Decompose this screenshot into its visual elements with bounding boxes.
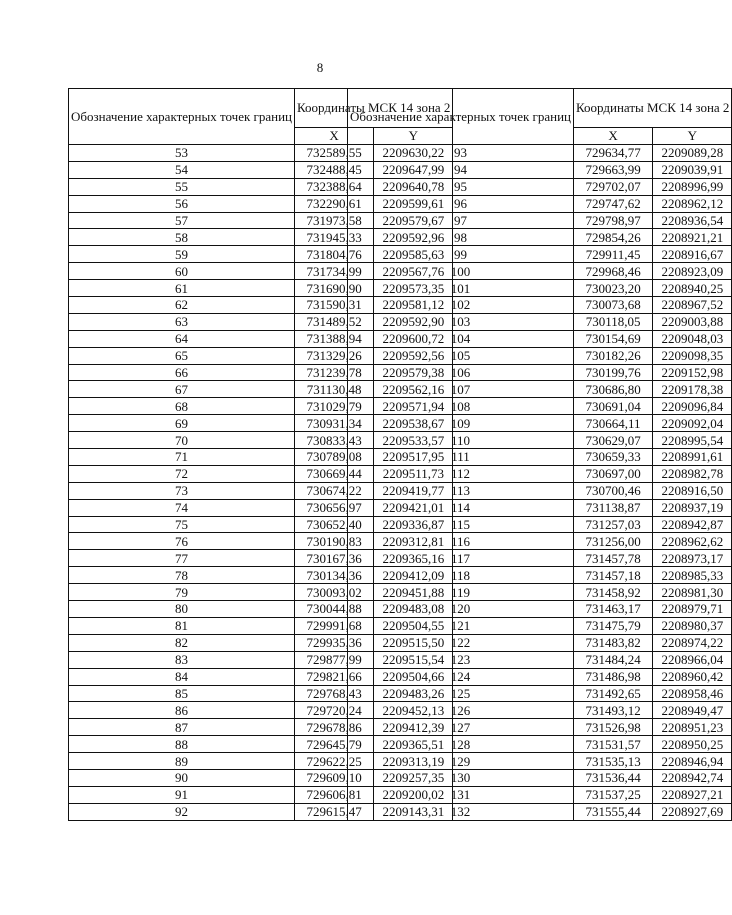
point-number-cell: 108: [348, 398, 574, 415]
point-number-cell: 118: [348, 567, 574, 584]
table-row: [348, 601, 732, 618]
point-number-cell: 53: [69, 145, 295, 162]
page-number: 8: [316, 60, 324, 75]
x-coordinate-cell: 729747,62: [574, 195, 653, 212]
point-number-cell: 75: [69, 516, 295, 533]
x-coordinate-cell: 729615,47: [295, 803, 374, 820]
x-coordinate-cell: 731489,52: [295, 313, 374, 330]
y-coordinate-cell: 2208985,33: [653, 567, 732, 584]
y-coordinate-cell: 2209581,12: [374, 297, 453, 314]
point-number-cell: 77: [69, 550, 295, 567]
x-coordinate-cell: 731973,58: [295, 212, 374, 229]
y-coordinate-cell: 2209336,87: [374, 516, 453, 533]
table-row: [348, 736, 732, 753]
y-coordinate-cell: 2209585,63: [374, 246, 453, 263]
y-coordinate-cell: 2209096,84: [653, 398, 732, 415]
table-row: [348, 769, 732, 786]
x-coordinate-cell: 731535,13: [574, 753, 653, 770]
y-coordinate-cell: 2208936,54: [653, 212, 732, 229]
header-x: X: [295, 127, 374, 145]
y-coordinate-cell: 2209365,51: [374, 736, 453, 753]
x-coordinate-cell: 729609,10: [295, 769, 374, 786]
y-coordinate-cell: 2209533,57: [374, 432, 453, 449]
table-row: [348, 263, 732, 280]
x-coordinate-cell: 730073,68: [574, 297, 653, 314]
x-coordinate-cell: 732388,64: [295, 178, 374, 195]
y-coordinate-cell: 2209640,78: [374, 178, 453, 195]
x-coordinate-cell: 730167,36: [295, 550, 374, 567]
point-number-cell: 130: [348, 769, 574, 786]
y-coordinate-cell: 2209257,35: [374, 769, 453, 786]
y-coordinate-cell: 2209600,72: [374, 330, 453, 347]
x-coordinate-cell: 730093,02: [295, 584, 374, 601]
point-number-cell: 78: [69, 567, 295, 584]
x-coordinate-cell: 730656,97: [295, 499, 374, 516]
x-coordinate-cell: 730023,20: [574, 280, 653, 297]
point-number-cell: 64: [69, 330, 295, 347]
table-body: [348, 145, 732, 821]
point-number-cell: 81: [69, 617, 295, 634]
y-coordinate-cell: 2208942,87: [653, 516, 732, 533]
y-coordinate-cell: 2209647,99: [374, 161, 453, 178]
point-number-cell: 95: [348, 178, 574, 195]
x-coordinate-cell: 732488,45: [295, 161, 374, 178]
x-coordinate-cell: 731484,24: [574, 651, 653, 668]
x-coordinate-cell: 731493,12: [574, 702, 653, 719]
x-coordinate-cell: 729798,97: [574, 212, 653, 229]
y-coordinate-cell: 2209571,94: [374, 398, 453, 415]
table-row: [348, 753, 732, 770]
table-row: [348, 212, 732, 229]
table-row: [348, 499, 732, 516]
y-coordinate-cell: 2209579,67: [374, 212, 453, 229]
point-number-cell: 109: [348, 415, 574, 432]
point-number-cell: 56: [69, 195, 295, 212]
y-coordinate-cell: 2209573,35: [374, 280, 453, 297]
y-coordinate-cell: 2208991,61: [653, 449, 732, 466]
table-row: [348, 719, 732, 736]
point-number-cell: 100: [348, 263, 574, 280]
point-number-cell: 96: [348, 195, 574, 212]
y-coordinate-cell: 2209483,08: [374, 601, 453, 618]
point-number-cell: 91: [69, 786, 295, 803]
x-coordinate-cell: 729968,46: [574, 263, 653, 280]
y-coordinate-cell: 2208950,25: [653, 736, 732, 753]
x-coordinate-cell: 730190,83: [295, 533, 374, 550]
y-coordinate-cell: 2209412,39: [374, 719, 453, 736]
x-coordinate-cell: 730629,07: [574, 432, 653, 449]
point-number-cell: 132: [348, 803, 574, 820]
header-x: X: [574, 127, 653, 145]
x-coordinate-cell: 729821,66: [295, 668, 374, 685]
y-coordinate-cell: 2208981,30: [653, 584, 732, 601]
y-coordinate-cell: 2209538,67: [374, 415, 453, 432]
y-coordinate-cell: 2208927,69: [653, 803, 732, 820]
point-number-cell: 73: [69, 482, 295, 499]
x-coordinate-cell: 730691,04: [574, 398, 653, 415]
header-points-label: Обозначение характерных точек границ: [69, 89, 295, 145]
y-coordinate-cell: 2209592,96: [374, 229, 453, 246]
y-coordinate-cell: 2209579,38: [374, 364, 453, 381]
point-number-cell: 57: [69, 212, 295, 229]
x-coordinate-cell: 729911,45: [574, 246, 653, 263]
point-number-cell: 97: [348, 212, 574, 229]
x-coordinate-cell: 730931,34: [295, 415, 374, 432]
table-row: [348, 195, 732, 212]
x-coordinate-cell: 729935,36: [295, 634, 374, 651]
point-number-cell: 68: [69, 398, 295, 415]
point-number-cell: 127: [348, 719, 574, 736]
table-row: [348, 803, 732, 820]
y-coordinate-cell: 2208958,46: [653, 685, 732, 702]
y-coordinate-cell: 2209504,55: [374, 617, 453, 634]
point-number-cell: 115: [348, 516, 574, 533]
table-row: [348, 415, 732, 432]
table-row: [348, 786, 732, 803]
table-row: [348, 178, 732, 195]
table-row: [348, 432, 732, 449]
table-row: [348, 297, 732, 314]
x-coordinate-cell: 731256,00: [574, 533, 653, 550]
y-coordinate-cell: 2209178,38: [653, 381, 732, 398]
header-coordinates-group: Координаты МСК 14 зона 2: [295, 89, 453, 128]
x-coordinate-cell: 730697,00: [574, 465, 653, 482]
x-coordinate-cell: 732290,61: [295, 195, 374, 212]
point-number-cell: 104: [348, 330, 574, 347]
x-coordinate-cell: 729663,99: [574, 161, 653, 178]
point-number-cell: 89: [69, 753, 295, 770]
table-row: [348, 550, 732, 567]
point-number-cell: 87: [69, 719, 295, 736]
y-coordinate-cell: 2209630,22: [374, 145, 453, 162]
x-coordinate-cell: 730154,69: [574, 330, 653, 347]
y-coordinate-cell: 2209421,01: [374, 499, 453, 516]
table-row: [348, 651, 732, 668]
x-coordinate-cell: 731531,57: [574, 736, 653, 753]
point-number-cell: 128: [348, 736, 574, 753]
point-number-cell: 129: [348, 753, 574, 770]
x-coordinate-cell: 731257,03: [574, 516, 653, 533]
point-number-cell: 85: [69, 685, 295, 702]
point-number-cell: 119: [348, 584, 574, 601]
x-coordinate-cell: 731130,48: [295, 381, 374, 398]
x-coordinate-cell: 731734,99: [295, 263, 374, 280]
coordinates-table-right: [347, 88, 732, 821]
point-number-cell: 123: [348, 651, 574, 668]
y-coordinate-cell: 2208949,47: [653, 702, 732, 719]
x-coordinate-cell: 731457,18: [574, 567, 653, 584]
point-number-cell: 126: [348, 702, 574, 719]
y-coordinate-cell: 2209504,66: [374, 668, 453, 685]
y-coordinate-cell: 2208995,54: [653, 432, 732, 449]
y-coordinate-cell: 2208996,99: [653, 178, 732, 195]
x-coordinate-cell: 729768,43: [295, 685, 374, 702]
point-number-cell: 90: [69, 769, 295, 786]
x-coordinate-cell: 731486,98: [574, 668, 653, 685]
point-number-cell: 99: [348, 246, 574, 263]
x-coordinate-cell: 729854,26: [574, 229, 653, 246]
y-coordinate-cell: 2208962,12: [653, 195, 732, 212]
table-row: [348, 449, 732, 466]
point-number-cell: 65: [69, 347, 295, 364]
table-row: [348, 465, 732, 482]
point-number-cell: 121: [348, 617, 574, 634]
x-coordinate-cell: 730789,08: [295, 449, 374, 466]
x-coordinate-cell: 730833,43: [295, 432, 374, 449]
table-row: [348, 313, 732, 330]
x-coordinate-cell: 729877,99: [295, 651, 374, 668]
x-coordinate-cell: 729678,86: [295, 719, 374, 736]
y-coordinate-cell: 2209152,98: [653, 364, 732, 381]
x-coordinate-cell: 730044,88: [295, 601, 374, 618]
y-coordinate-cell: 2209089,28: [653, 145, 732, 162]
x-coordinate-cell: 731388,94: [295, 330, 374, 347]
y-coordinate-cell: 2208940,25: [653, 280, 732, 297]
y-coordinate-cell: 2208973,17: [653, 550, 732, 567]
y-coordinate-cell: 2208916,50: [653, 482, 732, 499]
point-number-cell: 83: [69, 651, 295, 668]
y-coordinate-cell: 2209515,50: [374, 634, 453, 651]
x-coordinate-cell: 730134,36: [295, 567, 374, 584]
point-number-cell: 113: [348, 482, 574, 499]
x-coordinate-cell: 730659,33: [574, 449, 653, 466]
y-coordinate-cell: 2209511,73: [374, 465, 453, 482]
y-coordinate-cell: 2209412,09: [374, 567, 453, 584]
y-coordinate-cell: 2208942,74: [653, 769, 732, 786]
table-row: [348, 246, 732, 263]
x-coordinate-cell: 729991,68: [295, 617, 374, 634]
x-coordinate-cell: 731458,92: [574, 584, 653, 601]
point-number-cell: 72: [69, 465, 295, 482]
point-number-cell: 54: [69, 161, 295, 178]
y-coordinate-cell: 2209200,02: [374, 786, 453, 803]
y-coordinate-cell: 2209039,91: [653, 161, 732, 178]
x-coordinate-cell: 730669,44: [295, 465, 374, 482]
x-coordinate-cell: 730652,40: [295, 516, 374, 533]
header-points-label: Обозначение характерных точек границ: [348, 89, 574, 145]
point-number-cell: 101: [348, 280, 574, 297]
y-coordinate-cell: 2208980,37: [653, 617, 732, 634]
point-number-cell: 74: [69, 499, 295, 516]
point-number-cell: 98: [348, 229, 574, 246]
point-number-cell: 58: [69, 229, 295, 246]
point-number-cell: 131: [348, 786, 574, 803]
y-coordinate-cell: 2208967,52: [653, 297, 732, 314]
x-coordinate-cell: 731526,98: [574, 719, 653, 736]
y-coordinate-cell: 2209592,56: [374, 347, 453, 364]
y-coordinate-cell: 2209312,81: [374, 533, 453, 550]
y-coordinate-cell: 2208946,94: [653, 753, 732, 770]
y-coordinate-cell: 2209483,26: [374, 685, 453, 702]
y-coordinate-cell: 2209092,04: [653, 415, 732, 432]
point-number-cell: 79: [69, 584, 295, 601]
x-coordinate-cell: 731239,78: [295, 364, 374, 381]
y-coordinate-cell: 2209098,35: [653, 347, 732, 364]
x-coordinate-cell: 729606,81: [295, 786, 374, 803]
point-number-cell: 62: [69, 297, 295, 314]
x-coordinate-cell: 731029,79: [295, 398, 374, 415]
point-number-cell: 117: [348, 550, 574, 567]
table-row: [348, 347, 732, 364]
header-coordinates-group: Координаты МСК 14 зона 2: [574, 89, 732, 128]
x-coordinate-cell: 729645,79: [295, 736, 374, 753]
x-coordinate-cell: 730182,26: [574, 347, 653, 364]
point-number-cell: 105: [348, 347, 574, 364]
y-coordinate-cell: 2209592,90: [374, 313, 453, 330]
y-coordinate-cell: 2209562,16: [374, 381, 453, 398]
x-coordinate-cell: 731475,79: [574, 617, 653, 634]
point-number-cell: 111: [348, 449, 574, 466]
point-number-cell: 94: [348, 161, 574, 178]
x-coordinate-cell: 731463,17: [574, 601, 653, 618]
y-coordinate-cell: 2208927,21: [653, 786, 732, 803]
point-number-cell: 63: [69, 313, 295, 330]
y-coordinate-cell: 2208979,71: [653, 601, 732, 618]
header-y: Y: [374, 127, 453, 145]
y-coordinate-cell: 2208921,21: [653, 229, 732, 246]
table-row: [348, 567, 732, 584]
point-number-cell: 76: [69, 533, 295, 550]
x-coordinate-cell: 732589,55: [295, 145, 374, 162]
point-number-cell: 59: [69, 246, 295, 263]
x-coordinate-cell: 730199,76: [574, 364, 653, 381]
y-coordinate-cell: 2209313,19: [374, 753, 453, 770]
y-coordinate-cell: 2209451,88: [374, 584, 453, 601]
point-number-cell: 116: [348, 533, 574, 550]
point-number-cell: 55: [69, 178, 295, 195]
y-coordinate-cell: 2208962,62: [653, 533, 732, 550]
x-coordinate-cell: 731690,90: [295, 280, 374, 297]
y-coordinate-cell: 2208951,23: [653, 719, 732, 736]
x-coordinate-cell: 730686,80: [574, 381, 653, 398]
table-row: [348, 398, 732, 415]
point-number-cell: 88: [69, 736, 295, 753]
y-coordinate-cell: 2208916,67: [653, 246, 732, 263]
table-row: [348, 482, 732, 499]
x-coordinate-cell: 730664,11: [574, 415, 653, 432]
x-coordinate-cell: 731457,78: [574, 550, 653, 567]
y-coordinate-cell: 2208923,09: [653, 263, 732, 280]
table-row: [348, 668, 732, 685]
point-number-cell: 93: [348, 145, 574, 162]
table-row: [348, 702, 732, 719]
point-number-cell: 112: [348, 465, 574, 482]
point-number-cell: 106: [348, 364, 574, 381]
y-coordinate-cell: 2208974,22: [653, 634, 732, 651]
y-coordinate-cell: 2209143,31: [374, 803, 453, 820]
x-coordinate-cell: 731590,31: [295, 297, 374, 314]
x-coordinate-cell: 729720,24: [295, 702, 374, 719]
y-coordinate-cell: 2208937,19: [653, 499, 732, 516]
point-number-cell: 80: [69, 601, 295, 618]
table-row: [348, 145, 732, 162]
table-row: [348, 330, 732, 347]
y-coordinate-cell: 2209567,76: [374, 263, 453, 280]
point-number-cell: 84: [69, 668, 295, 685]
y-coordinate-cell: 2208960,42: [653, 668, 732, 685]
point-number-cell: 82: [69, 634, 295, 651]
x-coordinate-cell: 731555,44: [574, 803, 653, 820]
table-row: [348, 161, 732, 178]
point-number-cell: 66: [69, 364, 295, 381]
x-coordinate-cell: 731329,26: [295, 347, 374, 364]
point-number-cell: 103: [348, 313, 574, 330]
point-number-cell: 107: [348, 381, 574, 398]
point-number-cell: 71: [69, 449, 295, 466]
table-row: [348, 516, 732, 533]
x-coordinate-cell: 730700,46: [574, 482, 653, 499]
point-number-cell: 86: [69, 702, 295, 719]
y-coordinate-cell: 2209048,03: [653, 330, 732, 347]
point-number-cell: 122: [348, 634, 574, 651]
y-coordinate-cell: 2209452,13: [374, 702, 453, 719]
point-number-cell: 92: [69, 803, 295, 820]
x-coordinate-cell: 731537,25: [574, 786, 653, 803]
y-coordinate-cell: 2209365,16: [374, 550, 453, 567]
x-coordinate-cell: 731483,82: [574, 634, 653, 651]
y-coordinate-cell: 2209515,54: [374, 651, 453, 668]
table-row: [348, 617, 732, 634]
header-y: Y: [653, 127, 732, 145]
x-coordinate-cell: 731536,44: [574, 769, 653, 786]
table-row: [348, 364, 732, 381]
y-coordinate-cell: 2209003,88: [653, 313, 732, 330]
x-coordinate-cell: 731804,76: [295, 246, 374, 263]
x-coordinate-cell: 730674,22: [295, 482, 374, 499]
x-coordinate-cell: 730118,05: [574, 313, 653, 330]
table-row: [348, 533, 732, 550]
table-row: [348, 280, 732, 297]
x-coordinate-cell: 731138,87: [574, 499, 653, 516]
point-number-cell: 69: [69, 415, 295, 432]
x-coordinate-cell: 729634,77: [574, 145, 653, 162]
table-row: [348, 685, 732, 702]
table-row: [348, 381, 732, 398]
y-coordinate-cell: 2208982,78: [653, 465, 732, 482]
x-coordinate-cell: 731492,65: [574, 685, 653, 702]
table-row: [348, 584, 732, 601]
y-coordinate-cell: 2209599,61: [374, 195, 453, 212]
point-number-cell: 70: [69, 432, 295, 449]
y-coordinate-cell: 2209419,77: [374, 482, 453, 499]
x-coordinate-cell: 729702,07: [574, 178, 653, 195]
y-coordinate-cell: 2209517,95: [374, 449, 453, 466]
point-number-cell: 124: [348, 668, 574, 685]
x-coordinate-cell: 729622,25: [295, 753, 374, 770]
point-number-cell: 67: [69, 381, 295, 398]
point-number-cell: 61: [69, 280, 295, 297]
point-number-cell: 102: [348, 297, 574, 314]
point-number-cell: 125: [348, 685, 574, 702]
point-number-cell: 120: [348, 601, 574, 618]
point-number-cell: 114: [348, 499, 574, 516]
table-row: [348, 229, 732, 246]
x-coordinate-cell: 731945,33: [295, 229, 374, 246]
table-row: [348, 634, 732, 651]
y-coordinate-cell: 2208966,04: [653, 651, 732, 668]
point-number-cell: 60: [69, 263, 295, 280]
point-number-cell: 110: [348, 432, 574, 449]
